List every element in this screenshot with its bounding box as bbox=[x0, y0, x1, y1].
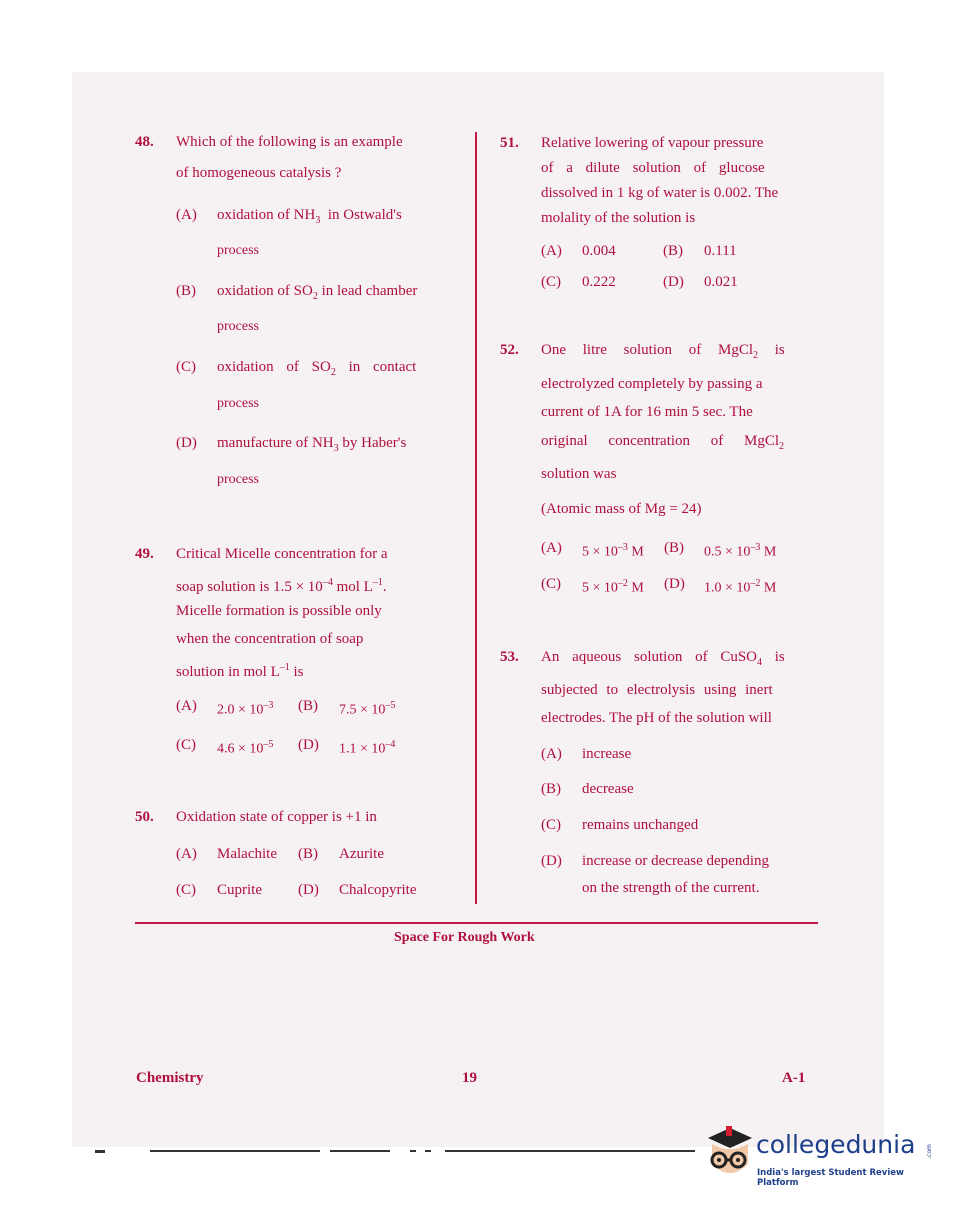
text-part: is bbox=[289, 664, 304, 680]
text-part: . bbox=[382, 579, 387, 595]
option-text bbox=[339, 734, 395, 761]
question-text: Critical Micelle concentration for a bbox=[176, 546, 388, 562]
option-label: (D) bbox=[663, 274, 684, 290]
question-text: of a dilute solution of glucose bbox=[541, 160, 765, 176]
subscript: 2 bbox=[753, 350, 758, 361]
option-text-part: oxidation of SO bbox=[217, 359, 331, 375]
superscript: –4 bbox=[322, 577, 333, 588]
option-text-part: in contact bbox=[348, 359, 417, 375]
column-divider bbox=[475, 132, 477, 904]
option-text: increase bbox=[582, 746, 632, 762]
question-number: 48. bbox=[135, 134, 154, 150]
option-label: (C) bbox=[176, 737, 196, 753]
option-text bbox=[217, 280, 417, 308]
option-text: 0.111 bbox=[704, 243, 737, 259]
option-label: (C) bbox=[541, 817, 561, 833]
question-number: 53. bbox=[500, 649, 519, 665]
option-text: 0.222 bbox=[582, 274, 616, 290]
superscript: –3 bbox=[617, 542, 628, 553]
superscript: –3 bbox=[750, 542, 761, 553]
option-label: (C) bbox=[176, 359, 196, 375]
text-part: 1.1 × 10 bbox=[339, 741, 386, 757]
option-label: (C) bbox=[541, 576, 561, 592]
option-label: (B) bbox=[663, 243, 683, 259]
option-text: Chalcopyrite bbox=[339, 882, 417, 898]
footer-subject: Chemistry bbox=[136, 1070, 204, 1086]
question-text: subjected to electrolysis using inert bbox=[541, 682, 773, 698]
text-part: 5 × 10 bbox=[582, 580, 618, 596]
text-part: 2.0 × 10 bbox=[217, 702, 264, 718]
text-part: 7.5 × 10 bbox=[339, 702, 386, 718]
option-text: remains unchanged bbox=[582, 817, 699, 833]
option-text: process bbox=[217, 472, 259, 487]
option-text bbox=[217, 734, 273, 761]
text-part: M bbox=[627, 544, 644, 560]
scan-mark bbox=[410, 1150, 416, 1152]
scan-mark bbox=[445, 1150, 695, 1152]
option-text: process bbox=[217, 243, 259, 258]
option-text-part: oxidation of SO bbox=[217, 283, 313, 299]
option-text bbox=[582, 573, 644, 600]
option-text bbox=[582, 537, 644, 564]
option-text-part: in Ostwald's bbox=[327, 207, 402, 223]
question-text: dissolved in 1 kg of water is 0.002. The bbox=[541, 185, 779, 201]
text-part: 5 × 10 bbox=[582, 544, 618, 560]
scan-mark bbox=[95, 1150, 105, 1153]
option-label: (D) bbox=[176, 435, 197, 451]
option-text: decrease bbox=[582, 781, 634, 797]
question-text: Which of the following is an example bbox=[176, 134, 403, 150]
text-part: original concentration of MgCl bbox=[541, 433, 780, 449]
question-text bbox=[176, 657, 304, 683]
text-part: M bbox=[760, 580, 777, 596]
option-text bbox=[704, 573, 776, 600]
option-text: process bbox=[217, 319, 259, 334]
superscript: –2 bbox=[750, 578, 761, 589]
option-label: (A) bbox=[176, 698, 197, 714]
logo-wordmark: collegedunia bbox=[756, 1130, 916, 1159]
option-label: (A) bbox=[176, 846, 197, 862]
text-part: 0.5 × 10 bbox=[704, 544, 751, 560]
question-text: of homogeneous catalysis ? bbox=[176, 165, 342, 181]
superscript: –4 bbox=[385, 739, 396, 750]
option-label: (D) bbox=[541, 853, 562, 869]
subscript: 2 bbox=[779, 441, 785, 452]
rough-work-rule bbox=[135, 922, 818, 924]
footer-paper-code: A-1 bbox=[782, 1070, 806, 1086]
text-part: mol L bbox=[332, 579, 373, 595]
scan-mark bbox=[150, 1150, 320, 1152]
option-label: (A) bbox=[176, 207, 197, 223]
option-text bbox=[217, 356, 416, 384]
question-text bbox=[541, 430, 784, 458]
option-text bbox=[217, 432, 406, 460]
question-text: current of 1A for 16 min 5 sec. The bbox=[541, 404, 753, 420]
option-label: (A) bbox=[541, 540, 562, 556]
text-part: M bbox=[627, 580, 644, 596]
subscript: 4 bbox=[757, 657, 762, 668]
text-part: One litre solution of MgCl bbox=[541, 342, 753, 358]
question-number: 50. bbox=[135, 809, 154, 825]
option-label: (B) bbox=[298, 846, 318, 862]
graduate-mascot-icon bbox=[700, 1124, 758, 1186]
superscript: –2 bbox=[617, 578, 628, 589]
option-text bbox=[339, 695, 395, 722]
question-number: 51. bbox=[500, 135, 519, 151]
superscript: –1 bbox=[279, 662, 290, 673]
question-text: electrolyzed completely by passing a bbox=[541, 376, 763, 392]
rough-work-label: Space For Rough Work bbox=[394, 930, 535, 945]
question-text: when the concentration of soap bbox=[176, 631, 364, 647]
question-text bbox=[176, 572, 387, 598]
question-note: (Atomic mass of Mg = 24) bbox=[541, 501, 702, 517]
option-label: (D) bbox=[298, 882, 319, 898]
option-label: (C) bbox=[541, 274, 561, 290]
option-text: Cuprite bbox=[217, 882, 262, 898]
superscript: –1 bbox=[372, 577, 383, 588]
logo-tagline: India's largest Student Review Platform bbox=[757, 1168, 904, 1188]
option-text-part: oxidation of NH bbox=[217, 207, 316, 223]
option-text: on the strength of the current. bbox=[582, 880, 760, 896]
question-text: electrodes. The pH of the solution will bbox=[541, 710, 772, 726]
question-number: 52. bbox=[500, 342, 519, 358]
text-part: 1.0 × 10 bbox=[704, 580, 751, 596]
subscript: 2 bbox=[312, 291, 318, 302]
question-text: Oxidation state of copper is +1 in bbox=[176, 809, 377, 825]
text-part: M bbox=[760, 544, 777, 560]
option-text bbox=[217, 695, 273, 722]
scan-mark bbox=[425, 1150, 431, 1152]
option-label: (B) bbox=[298, 698, 318, 714]
logo-dotcom: .com bbox=[925, 1144, 933, 1159]
option-label: (D) bbox=[298, 737, 319, 753]
option-text: process bbox=[217, 396, 259, 411]
collegedunia-logo bbox=[700, 1120, 940, 1190]
option-label: (B) bbox=[541, 781, 561, 797]
subscript: 3 bbox=[315, 215, 321, 226]
option-label: (B) bbox=[664, 540, 684, 556]
option-label: (C) bbox=[176, 882, 196, 898]
question-text: molality of the solution is bbox=[541, 210, 696, 226]
superscript: –3 bbox=[263, 700, 274, 711]
superscript: –5 bbox=[263, 739, 274, 750]
question-text: Relative lowering of vapour pressure bbox=[541, 135, 764, 151]
superscript: –5 bbox=[385, 700, 396, 711]
question-text bbox=[541, 339, 785, 367]
question-text bbox=[541, 646, 785, 674]
text-part: 4.6 × 10 bbox=[217, 741, 264, 757]
text-part: An aqueous solution of CuSO bbox=[541, 649, 757, 665]
option-text-part: in lead chamber bbox=[321, 283, 418, 299]
footer-page-number: 19 bbox=[462, 1070, 477, 1086]
option-text-part: by Haber's bbox=[342, 435, 407, 451]
question-text: solution was bbox=[541, 466, 617, 482]
subscript: 3 bbox=[333, 443, 339, 454]
option-label: (B) bbox=[176, 283, 196, 299]
question-number: 49. bbox=[135, 546, 154, 562]
subscript: 2 bbox=[330, 367, 336, 378]
option-text: 0.004 bbox=[582, 243, 616, 259]
option-text: Azurite bbox=[339, 846, 384, 862]
option-text: 0.021 bbox=[704, 274, 738, 290]
option-label: (A) bbox=[541, 243, 562, 259]
scan-mark bbox=[330, 1150, 390, 1152]
text-part: solution in mol L bbox=[176, 664, 280, 680]
option-text bbox=[217, 204, 402, 232]
text-part: is bbox=[758, 342, 785, 358]
option-label: (A) bbox=[541, 746, 562, 762]
text-part: soap solution is 1.5 × 10 bbox=[176, 579, 323, 595]
option-text bbox=[704, 537, 776, 564]
option-text-part: manufacture of NH bbox=[217, 435, 334, 451]
text-part: is bbox=[762, 649, 785, 665]
question-text: Micelle formation is possible only bbox=[176, 603, 382, 619]
option-label: (D) bbox=[664, 576, 685, 592]
option-text: Malachite bbox=[217, 846, 277, 862]
option-text: increase or decrease depending bbox=[582, 853, 769, 869]
